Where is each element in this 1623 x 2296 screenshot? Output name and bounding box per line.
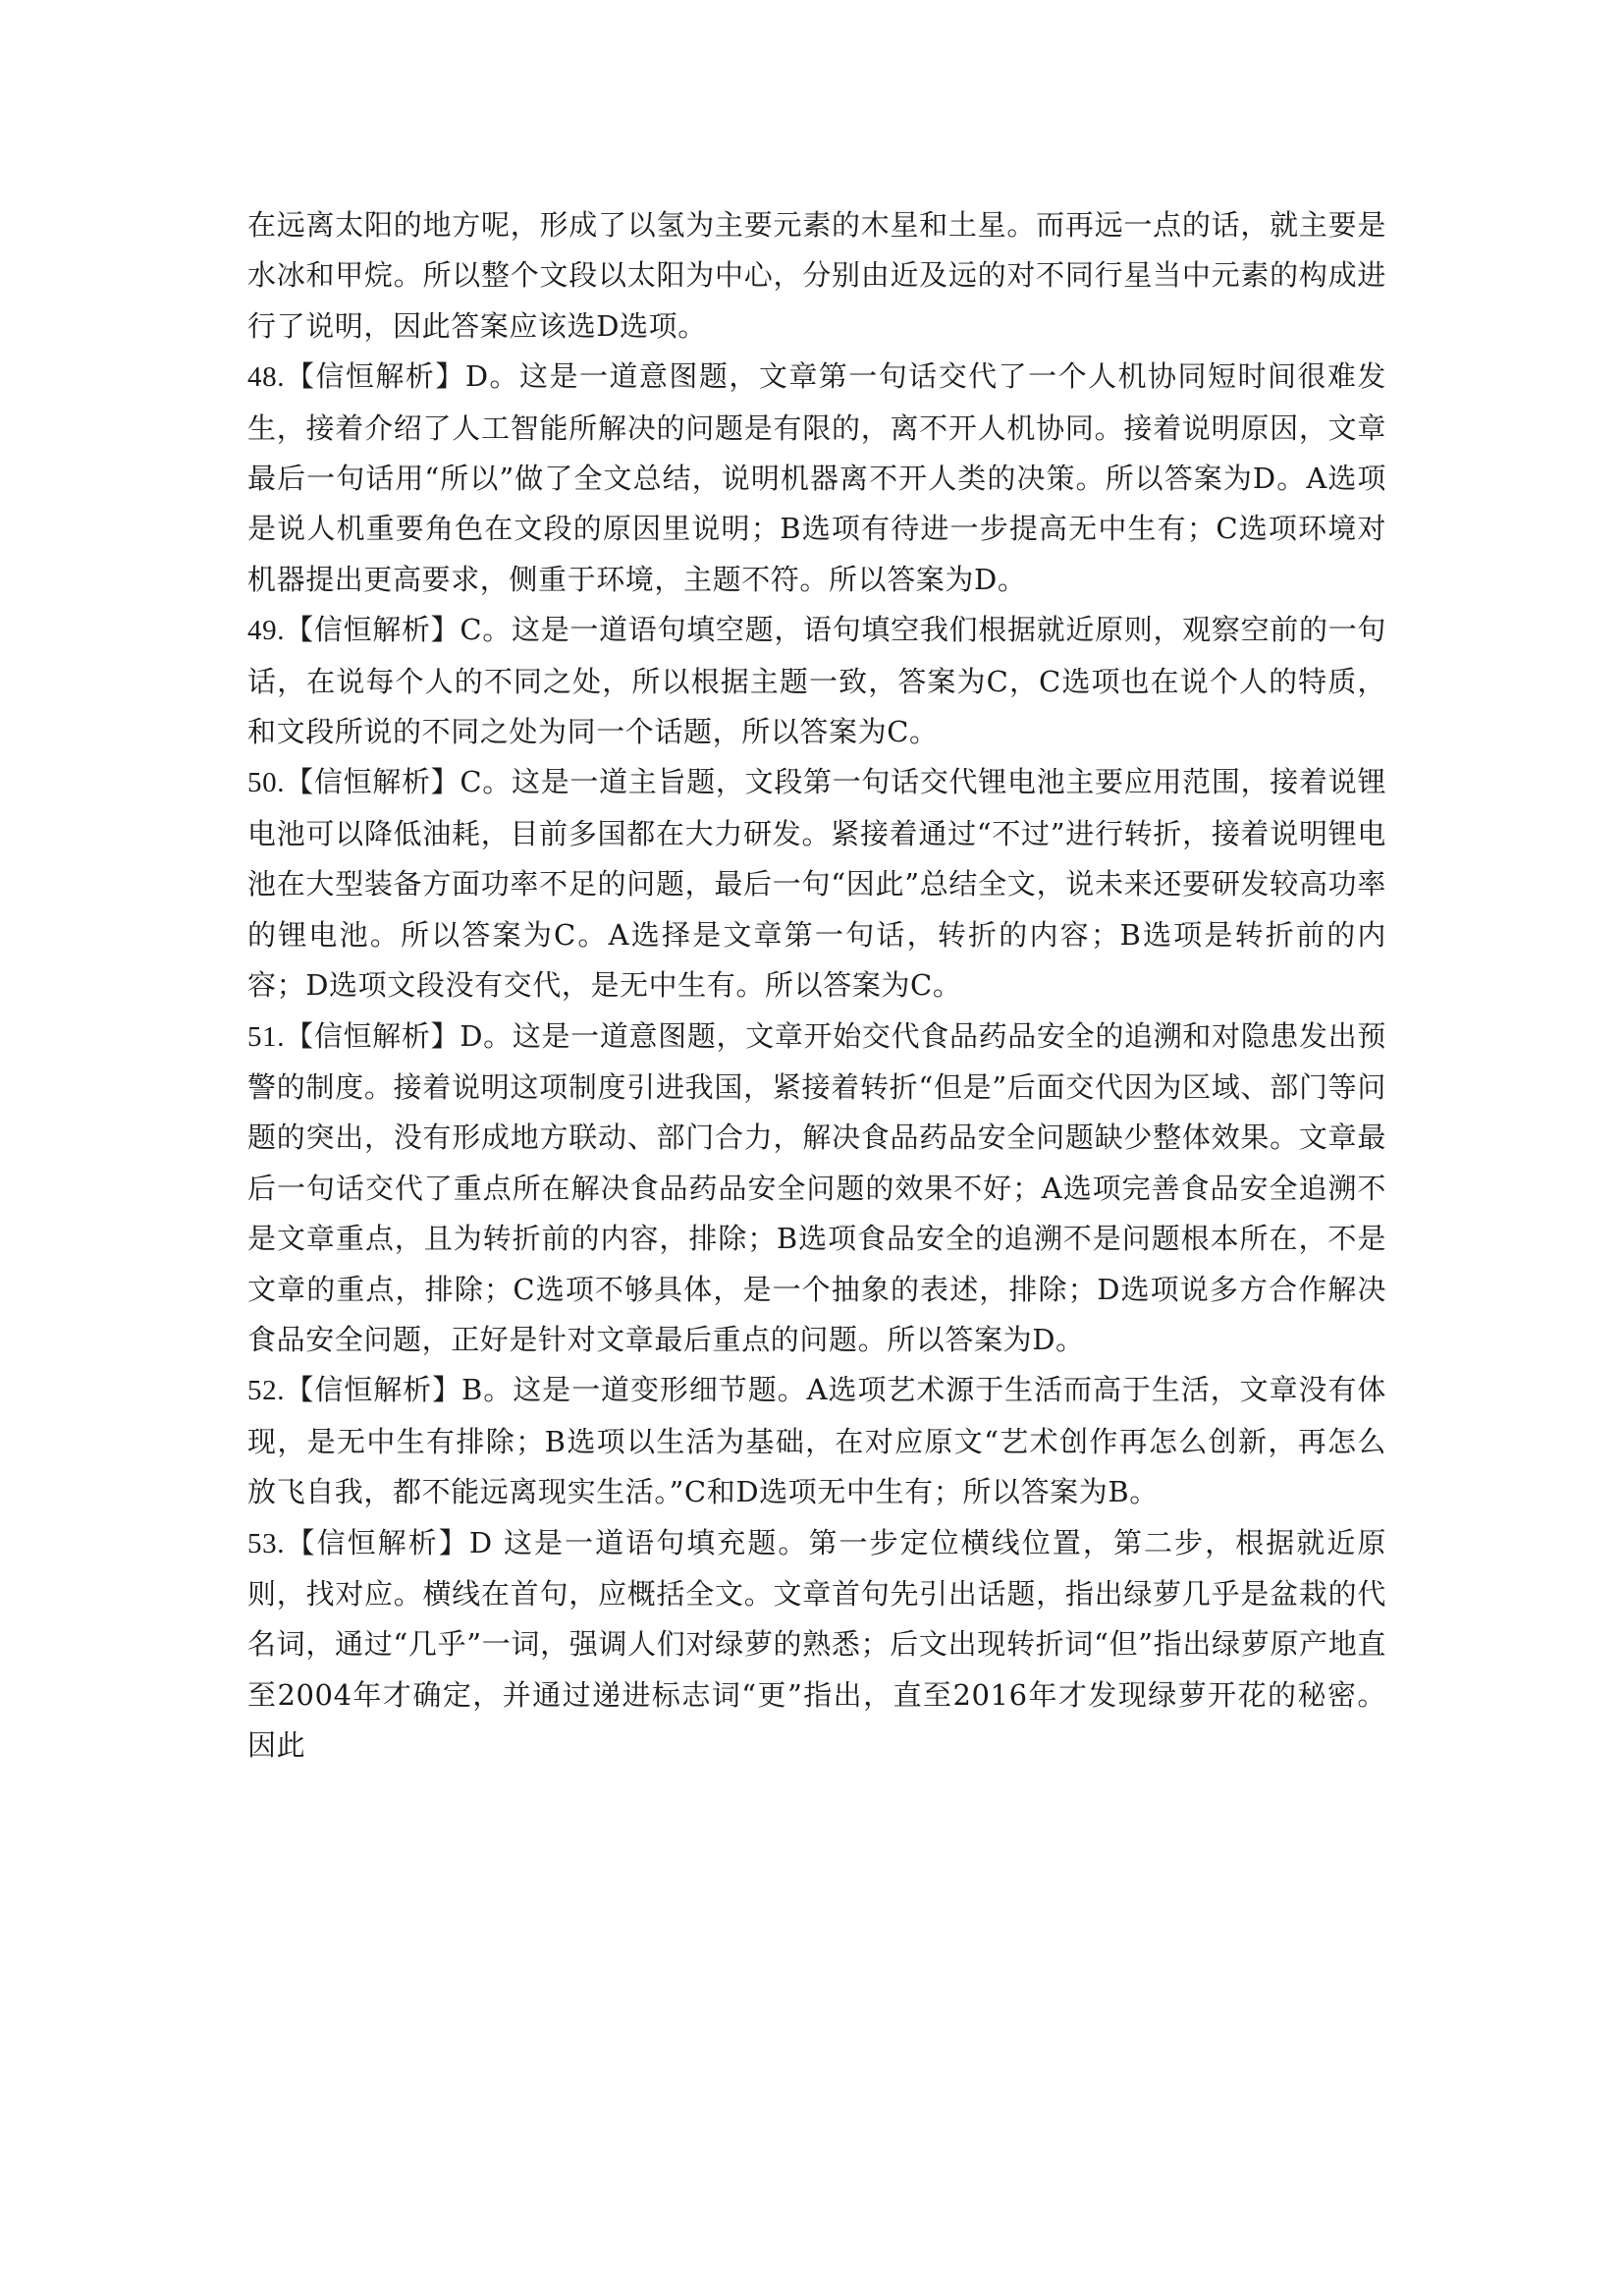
question-number: 52. [247,1375,286,1407]
paragraph-text: D。这是一道意图题，文章开始交代食品药品安全的追溯和对隐患发出预警的制度。接着说明这项制度引进我国，紧接着转折“但是”后面交代因为区域、部门等问题的突出，没有形成地方联动、部门合力，解决食品药品安全问题缺少整体效果。文章最后一句话交代了重点所在解决食品药品安全问题的效果不好；A选项完善食品安全追溯不是文章重点，且为转折前的内容，排除；B选项食品安全的追溯不是问题根本所在，不是文章的重点，排除；C选项不够具体，是一个抽象的表述，排除；D选项说多方合作解决食品安全问题，正好是针对文章最后重点的问题。所以答案为D。 [247,1018,1387,1356]
paragraph-text: D 这是一道语句填充题。第一步定位横线位置，第二步，根据就近原则，找对应。横线在首句，应概括全文。文章首句先引出话题，指出绿萝几乎是盆栽的代名词，通过“几乎”一词，强调人们对绿萝的熟悉；后文出现转折词“但”指出绿萝原产地直至2004年才确定，并通过递进标志词“更”指出，直至2016年才发现绿萝开花的秘密。因此 [247,1525,1386,1763]
paragraph-text: B。这是一道变形细节题。A选项艺术源于生活而高于生活，文章没有体现，是无中生有排除；B选项以生活为基础，在对应原文“艺术创作再怎么创新，再怎么放飞自我，都不能远离现实生活。”C和D选项无中生有；所以答案为B。 [247,1373,1386,1509]
analysis-tag: 【信恒解析】 [285,359,465,394]
question-number: 50. [247,767,286,799]
paragraph-text: C。这是一道语句填空题，语句填空我们根据就近原则，观察空前的一句话，在说每个人的不同之处，所以根据主题一致，答案为C，C选项也在说个人的特质，和文段所说的不同之处为同一个话题，所以答案为C。 [247,613,1386,749]
answer-53 [247,1518,1386,1772]
paragraph-47-continuation [247,200,1386,352]
question-number: 53. [247,1527,286,1559]
paragraph-text: 在远离太阳的地方呢，形成了以氢为主要元素的木星和土星。而再远一点的话，就主要是水冰和甲烷。所以整个文段以太阳为中心，分别由近及远的对不同行星当中元素的构成进行了说明，因此答案应该选D选项。 [247,208,1386,343]
answer-48 [247,352,1386,605]
paragraph-text: C。这是一道主旨题，文段第一句话交代锂电池主要应用范围，接着说锂电池可以降低油耗，目前多国都在大力研发。紧接着通过“不过”进行转折，接着说明锂电池在大型装备方面功率不足的问题，最后一句“因此”总结全文，说未来还要研发较高功率的锂电池。所以答案为C。A选择是文章第一句话，转折的内容；B选项是转折前的内容；D选项文段没有交代，是无中生有。所以答案为C。 [247,765,1386,1003]
answer-49 [247,605,1386,757]
analysis-tag: 【信恒解析】 [285,1373,462,1407]
question-number: 49. [247,615,286,647]
question-number: 48. [247,361,286,394]
answer-51 [247,1011,1386,1366]
analysis-tag: 【信恒解析】 [285,613,460,647]
analysis-tag: 【信恒解析】 [285,765,460,799]
answer-50 [247,757,1386,1011]
answer-52 [247,1365,1386,1517]
question-number: 51. [247,1020,286,1053]
document-body [247,200,1386,1772]
paragraph-text: D。这是一道意图题，文章第一句话交代了一个人机协同短时间很难发生，接着介绍了人工智能所解决的问题是有限的，离不开人机协同。接着说明原因，文章最后一句话用“所以”做了全文总结，说明机器离不开人类的决策。所以答案为D。A选项是说人机重要角色在文段的原因里说明；B选项有待进一步提高无中生有；C选项环境对机器提出更高要求，侧重于环境，主题不符。所以答案为D。 [247,359,1386,596]
analysis-tag: 【信恒解析】 [285,1018,460,1053]
analysis-tag: 【信恒解析】 [285,1525,469,1559]
